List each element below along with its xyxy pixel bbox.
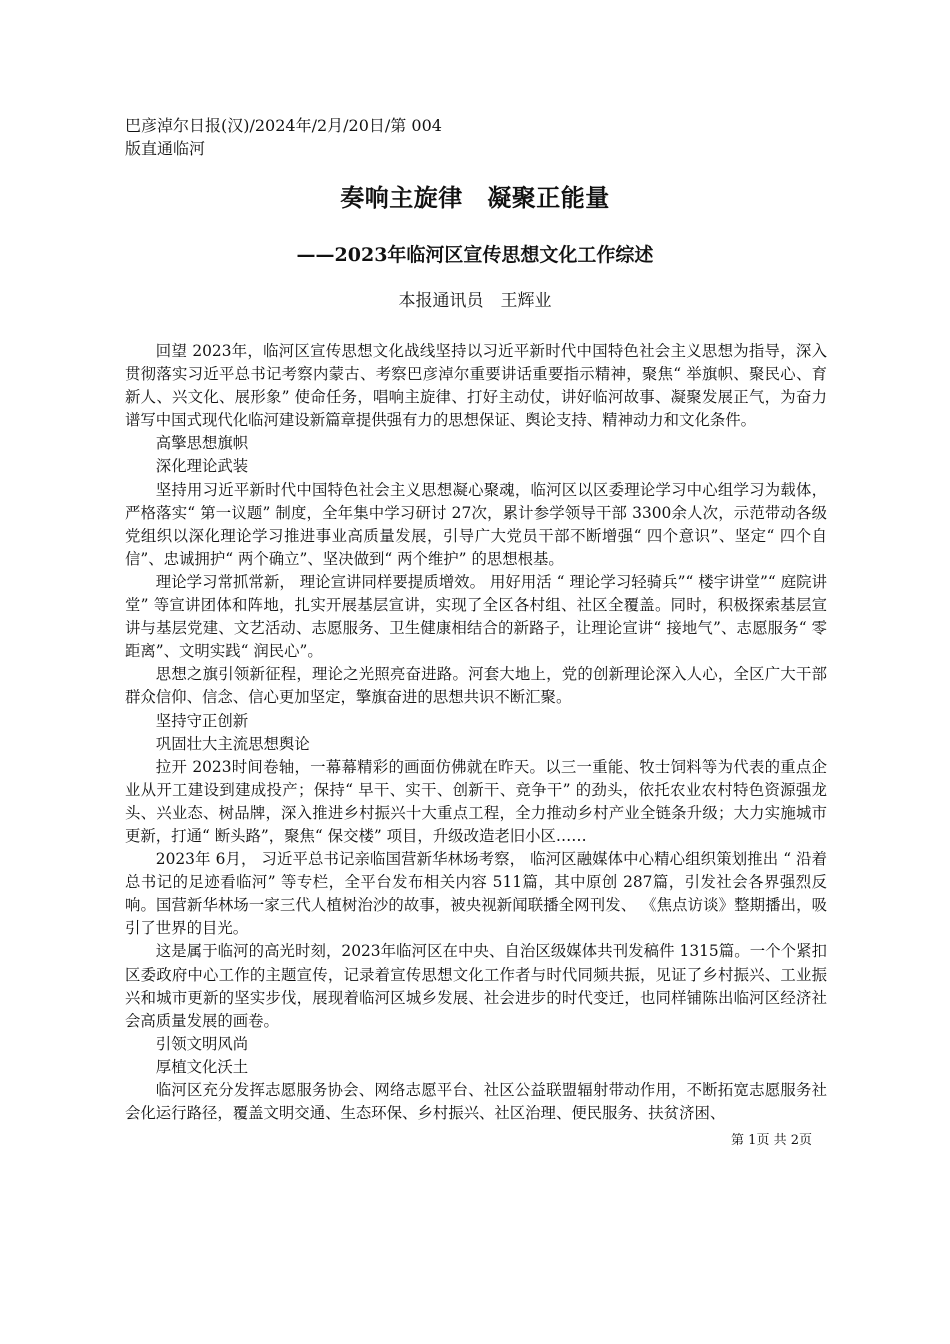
section-line: 版直通临河 — [125, 139, 206, 158]
source-header — [125, 114, 825, 160]
paragraph: 理论学习常抓常新， 理论宣讲同样要提质增效。 用好用活 “ 理论学习轻骑兵”“ 楼宇讲堂”“ 庭院讲堂” 等宣讲团体和阵地，扎实开展基层宣讲，实现了全区各村组、社区全覆盖。同时，积极探索基层宣讲与基层党建、文艺活动、志愿服务、卫生健康相结合的新路子，让理论宣讲“ 接地气”、志愿服务“ 零距离”、文明实践“ 润民心”。 — [125, 572, 827, 661]
paragraph: 临河区充分发挥志愿服务协会、网络志愿平台、社区公益联盟辐射带动作用，不断拓宽志愿服务社会化运行路径，覆盖文明交通、生态环保、乡村振兴、社区治理、便民服务、扶贫济困、 — [125, 1081, 827, 1123]
article-title: 奏响主旋律 凝聚正能量 — [340, 183, 610, 212]
paragraph: 回望 2023年，临河区宣传思想文化战线坚持以习近平新时代中国特色社会主义思想为指导，深入贯彻落实习近平总书记考察内蒙古、考察巴彦淖尔重要讲话重要指示精神，聚焦“ 举旗帜、聚民心、育新人、兴文化、展形象” 使命任务，唱响主旋律、打好主动仗，讲好临河故事、凝聚发展正气，为奋力谱写中国式现代化临河建设新篇章提供强有力的思想保证、舆论支持、精神动力和文化条件。 — [125, 342, 827, 430]
section-heading: 厚植文化沃土 — [155, 1057, 249, 1076]
article-body — [125, 340, 827, 1125]
page-number: 第 1页 共 2页 — [731, 1133, 812, 1148]
paragraph: 2023年 6月， 习近平总书记亲临国营新华林场考察， 临河区融媒体中心精心组织策划推出 “ 沿着总书记的足迹看临河” 等专栏，全平台发布相关内容 511篇，其中原创 287篇，引发社会各界强烈反响。国营新华林场一家三代人植树治沙的故事，被央视新闻联播全网刊发、 《焦点访谈》整期播出，吸引了世界的目光。 — [125, 850, 827, 938]
section-heading: 巩固壮大主流思想舆论 — [155, 734, 310, 753]
paragraph: 拉开 2023时间卷轴，一幕幕精彩的画面仿佛就在昨天。以三一重能、牧士饲料等为代表的重点企业从开工建设到建成投产；保持“ 早干、实干、创新干、竞争干” 的劲头，依托农业农村特色资源强龙头、兴业态、树品牌，深入推进乡村振兴十大重点工程，全力推动乡村产业全链条升级；大力实施城市更新，打通“ 断头路”，聚焦“ 保交楼” 项目，升级改造老旧小区…… — [125, 757, 827, 845]
article-byline: 本报通讯员 王辉业 — [398, 291, 552, 311]
section-heading: 深化理论武装 — [155, 457, 249, 476]
section-heading: 坚持守正创新 — [155, 711, 249, 730]
source-line: 巴彦淖尔日报(汉)/2024年/2月/20日/第 004 — [125, 116, 442, 135]
paragraph: 思想之旗引领新征程，理论之光照亮奋进路。河套大地上，党的创新理论深入人心，全区广大干部群众信仰、信念、信心更加坚定，擎旗奋进的思想共识不断汇聚。 — [125, 665, 827, 707]
article-subtitle: ——2023年临河区宣传思想文化工作综述 — [296, 244, 654, 266]
paragraph: 这是属于临河的高光时刻，2023年临河区在中央、自治区级媒体共刊发稿件 1315篇。一个个紧扣区委政府中心工作的主题宣传，记录着宣传思想文化工作者与时代同频共振，见证了乡村振兴、工业振兴和城市更新的坚实步伐，展现着临河区城乡发展、社会进步的时代变迁，也同样铺陈出临河区经济社会高质量发展的画卷。 — [125, 942, 827, 1030]
section-heading: 引领文明风尚 — [155, 1034, 249, 1053]
paragraph: 坚持用习近平新时代中国特色社会主义思想凝心聚魂，临河区以区委理论学习中心组学习为载体，严格落实“ 第一议题” 制度，全年集中学习研讨 27次，累计参学领导干部 3300余人次，示范带动各级党组织以深化理论学习推进事业高质量发展，引导广大党员干部不断增强“ 四个意识”、坚定“ 四个自信”、忠诚拥护“ 两个确立”、坚决做到“ 两个维护” 的思想根基。 — [125, 480, 827, 568]
section-heading: 高擎思想旗帜 — [155, 434, 249, 453]
